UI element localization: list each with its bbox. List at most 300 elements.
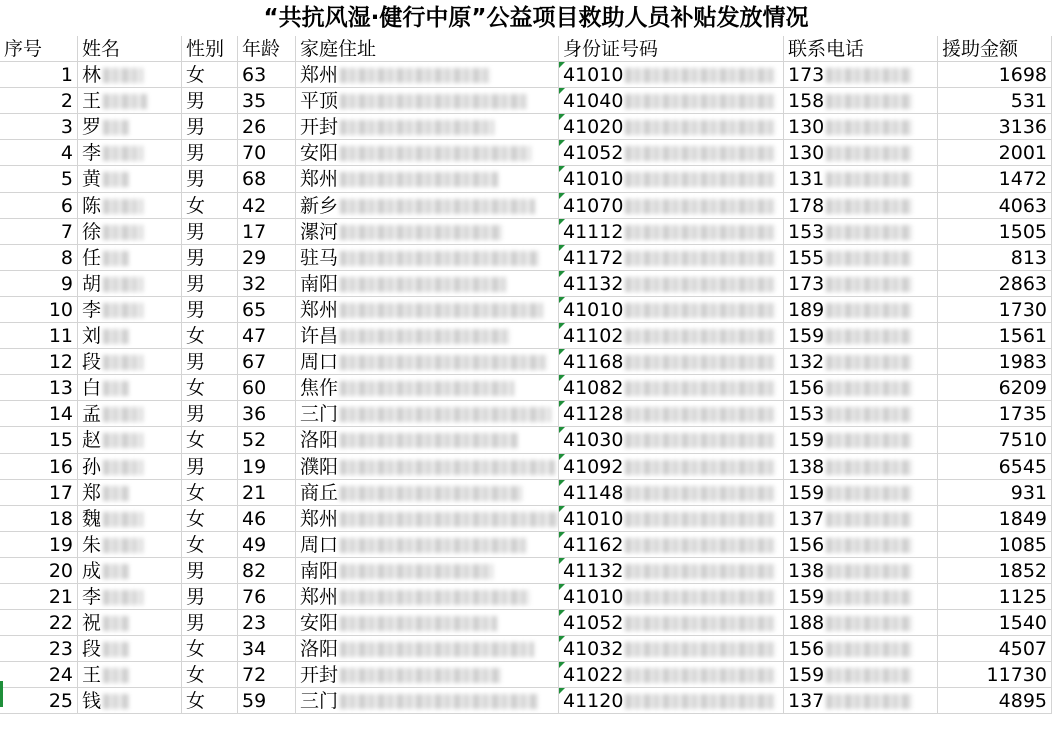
redacted-mask (340, 486, 522, 501)
cell-phone[interactable] (784, 323, 938, 349)
cell-address-text: 三门 (300, 690, 339, 713)
redacted-mask (103, 433, 143, 448)
cell-sex[interactable] (182, 114, 238, 140)
redacted-mask (625, 251, 775, 266)
redacted-mask (103, 512, 143, 527)
cell-age[interactable] (238, 584, 296, 610)
cell-phone[interactable] (784, 245, 938, 271)
cell-phone-text: 159 (788, 325, 825, 348)
cell-amount-text: 1730 (998, 298, 1047, 321)
redacted-mask (826, 433, 912, 448)
redacted-mask (340, 199, 535, 214)
cell-sex-text: 男 (186, 455, 206, 478)
redacted-mask (826, 68, 912, 83)
cell-serial[interactable] (0, 584, 78, 610)
cell-serial-text: 4 (60, 142, 73, 165)
cell-serial-text: 5 (60, 168, 73, 191)
cell-name-text: 徐 (82, 220, 102, 243)
cell-age[interactable] (238, 532, 296, 558)
cell-age[interactable] (238, 219, 296, 245)
cell-sex[interactable] (182, 140, 238, 166)
cell-name[interactable] (78, 427, 182, 453)
cell-id-number-text: 41020 (563, 116, 624, 139)
redacted-mask (826, 329, 912, 344)
redacted-mask (625, 433, 775, 448)
cell-address-text: 郑州 (300, 64, 339, 87)
cell-name[interactable] (78, 193, 182, 219)
redacted-mask (625, 120, 775, 135)
cell-age[interactable] (238, 558, 296, 584)
cell-name[interactable] (78, 62, 182, 88)
cell-id-number[interactable] (559, 140, 784, 166)
cell-name[interactable] (78, 219, 182, 245)
cell-id-number[interactable] (559, 610, 784, 636)
cell-name[interactable] (78, 114, 182, 140)
redacted-mask (625, 512, 775, 527)
cell-name[interactable] (78, 532, 182, 558)
cell-name-text: 黄 (82, 168, 102, 191)
cell-name[interactable] (78, 454, 182, 480)
cell-serial[interactable] (0, 297, 78, 323)
cell-sex[interactable] (182, 584, 238, 610)
cell-address[interactable] (296, 662, 559, 688)
redacted-mask (826, 381, 912, 396)
cell-address[interactable] (296, 401, 559, 427)
cell-id-number[interactable] (559, 506, 784, 532)
cell-amount[interactable] (938, 454, 1052, 480)
column-header[interactable] (784, 36, 938, 62)
cell-name[interactable] (78, 506, 182, 532)
cell-id-number[interactable] (559, 558, 784, 584)
cell-id-number-text: 41010 (563, 168, 624, 191)
cell-id-number[interactable] (559, 88, 784, 114)
cell-amount[interactable] (938, 166, 1052, 192)
redacted-mask (103, 225, 143, 240)
cell-phone[interactable] (784, 584, 938, 610)
cell-address[interactable] (296, 349, 559, 375)
cell-id-number[interactable] (559, 636, 784, 662)
redacted-mask (826, 538, 912, 553)
column-header-text: 姓名 (82, 38, 121, 60)
cell-sex[interactable] (182, 166, 238, 192)
cell-phone-text: 159 (788, 481, 825, 504)
cell-amount[interactable] (938, 401, 1052, 427)
cell-sex[interactable] (182, 297, 238, 323)
cell-age[interactable] (238, 166, 296, 192)
cell-amount[interactable] (938, 636, 1052, 662)
cell-age[interactable] (238, 401, 296, 427)
cell-age[interactable] (238, 193, 296, 219)
cell-id-number[interactable] (559, 114, 784, 140)
cell-serial-text: 8 (60, 246, 73, 269)
cell-id-number-text: 41030 (563, 429, 624, 452)
cell-age[interactable] (238, 323, 296, 349)
cell-address[interactable] (296, 271, 559, 297)
cell-id-number[interactable] (559, 401, 784, 427)
cell-sex[interactable] (182, 636, 238, 662)
cell-serial-text: 25 (48, 690, 73, 713)
cell-amount[interactable] (938, 688, 1052, 714)
cell-name[interactable] (78, 480, 182, 506)
cell-id-number-text: 41070 (563, 194, 624, 217)
redacted-mask (826, 251, 912, 266)
cell-serial[interactable] (0, 271, 78, 297)
redacted-mask (826, 94, 912, 109)
cell-sex[interactable] (182, 349, 238, 375)
cell-sex[interactable] (182, 532, 238, 558)
cell-amount[interactable] (938, 349, 1052, 375)
cell-age-text: 68 (242, 168, 267, 191)
redacted-mask (340, 538, 526, 553)
cell-id-number[interactable] (559, 271, 784, 297)
cell-address[interactable] (296, 245, 559, 271)
cell-sex[interactable] (182, 454, 238, 480)
cell-sex[interactable] (182, 193, 238, 219)
cell-name-text: 林 (82, 64, 102, 87)
cell-sex-text: 女 (186, 690, 206, 713)
cell-name-text: 魏 (82, 507, 102, 530)
cell-amount[interactable] (938, 584, 1052, 610)
cell-age[interactable] (238, 636, 296, 662)
cell-name-text: 白 (82, 377, 102, 400)
column-header[interactable] (0, 36, 78, 62)
column-header[interactable] (238, 36, 296, 62)
cell-address-text: 周口 (300, 533, 339, 556)
redacted-mask (103, 199, 143, 214)
cell-age[interactable] (238, 62, 296, 88)
cell-serial[interactable] (0, 610, 78, 636)
cell-serial-text: 17 (48, 481, 73, 504)
column-header-text: 年龄 (242, 38, 281, 60)
cell-address[interactable] (296, 506, 559, 532)
redacted-mask (340, 642, 534, 657)
cell-address[interactable] (296, 62, 559, 88)
cell-name-text: 郑 (82, 481, 102, 504)
cell-serial[interactable] (0, 349, 78, 375)
cell-amount[interactable] (938, 375, 1052, 401)
cell-phone[interactable] (784, 662, 938, 688)
cell-amount[interactable] (938, 271, 1052, 297)
cell-serial[interactable] (0, 662, 78, 688)
cell-id-number[interactable] (559, 166, 784, 192)
cell-name[interactable] (78, 88, 182, 114)
cell-serial[interactable] (0, 480, 78, 506)
cell-phone[interactable] (784, 506, 938, 532)
cell-name-text: 成 (82, 559, 102, 582)
cell-name[interactable] (78, 662, 182, 688)
cell-amount[interactable] (938, 480, 1052, 506)
column-header-text: 联系电话 (788, 38, 865, 60)
cell-sex[interactable] (182, 558, 238, 584)
cell-id-number-text: 41022 (563, 664, 624, 687)
cell-phone[interactable] (784, 140, 938, 166)
cell-name[interactable] (78, 323, 182, 349)
cell-phone[interactable] (784, 62, 938, 88)
cell-id-number[interactable] (559, 584, 784, 610)
cell-amount[interactable] (938, 427, 1052, 453)
cell-serial[interactable] (0, 375, 78, 401)
cell-name[interactable] (78, 297, 182, 323)
cell-id-number-text: 41082 (563, 377, 624, 400)
cell-sex[interactable] (182, 480, 238, 506)
cell-age[interactable] (238, 245, 296, 271)
cell-phone[interactable] (784, 401, 938, 427)
cell-id-number-text: 41112 (563, 220, 624, 243)
cell-sex[interactable] (182, 610, 238, 636)
cell-amount[interactable] (938, 558, 1052, 584)
cell-phone[interactable] (784, 349, 938, 375)
cell-age[interactable] (238, 114, 296, 140)
cell-name[interactable] (78, 401, 182, 427)
cell-age[interactable] (238, 271, 296, 297)
cell-address[interactable] (296, 323, 559, 349)
cell-sex[interactable] (182, 662, 238, 688)
cell-id-number[interactable] (559, 245, 784, 271)
redacted-mask (340, 329, 510, 344)
cell-address-text: 焦作 (300, 377, 339, 400)
cell-id-number[interactable] (559, 532, 784, 558)
cell-name[interactable] (78, 610, 182, 636)
cell-name[interactable] (78, 558, 182, 584)
cell-phone[interactable] (784, 610, 938, 636)
cell-name[interactable] (78, 688, 182, 714)
cell-sex-text: 男 (186, 142, 206, 165)
cell-age-text: 52 (242, 429, 267, 452)
cell-age[interactable] (238, 480, 296, 506)
column-header[interactable] (296, 36, 559, 62)
cell-serial[interactable] (0, 532, 78, 558)
cell-phone-text: 156 (788, 377, 825, 400)
cell-id-number[interactable] (559, 349, 784, 375)
cell-phone[interactable] (784, 532, 938, 558)
redacted-mask (826, 564, 912, 579)
column-header[interactable] (182, 36, 238, 62)
cell-address[interactable] (296, 375, 559, 401)
cell-address[interactable] (296, 636, 559, 662)
cell-sex-text: 男 (186, 585, 206, 608)
cell-sex[interactable] (182, 271, 238, 297)
column-header[interactable] (559, 36, 784, 62)
cell-age[interactable] (238, 506, 296, 532)
cell-address[interactable] (296, 140, 559, 166)
cell-amount[interactable] (938, 193, 1052, 219)
cell-amount[interactable] (938, 62, 1052, 88)
cell-age[interactable] (238, 427, 296, 453)
cell-amount[interactable] (938, 114, 1052, 140)
cell-phone[interactable] (784, 193, 938, 219)
redacted-mask (103, 94, 147, 109)
column-header-text: 援助金额 (942, 38, 1019, 60)
cell-sex-text: 男 (186, 298, 206, 321)
redacted-mask (625, 199, 775, 214)
cell-name[interactable] (78, 140, 182, 166)
cell-serial-text: 22 (48, 612, 73, 635)
cell-serial[interactable] (0, 427, 78, 453)
cell-age-text: 42 (242, 194, 267, 217)
cell-amount[interactable] (938, 610, 1052, 636)
cell-age[interactable] (238, 662, 296, 688)
cell-phone[interactable] (784, 427, 938, 453)
cell-phone[interactable] (784, 480, 938, 506)
cell-address[interactable] (296, 166, 559, 192)
cell-id-number[interactable] (559, 454, 784, 480)
cell-name[interactable] (78, 349, 182, 375)
cell-serial[interactable] (0, 219, 78, 245)
cell-id-number[interactable] (559, 323, 784, 349)
cell-id-number[interactable] (559, 375, 784, 401)
cell-phone[interactable] (784, 114, 938, 140)
cell-name[interactable] (78, 584, 182, 610)
cell-address[interactable] (296, 688, 559, 714)
cell-amount[interactable] (938, 219, 1052, 245)
redacted-mask (340, 251, 539, 266)
cell-phone[interactable] (784, 271, 938, 297)
cell-serial[interactable] (0, 88, 78, 114)
cell-phone[interactable] (784, 297, 938, 323)
cell-age[interactable] (238, 454, 296, 480)
cell-id-number-text: 41010 (563, 585, 624, 608)
cell-sex[interactable] (182, 219, 238, 245)
cell-sex[interactable] (182, 88, 238, 114)
cell-phone[interactable] (784, 88, 938, 114)
cell-sex[interactable] (182, 427, 238, 453)
cell-age-text: 46 (242, 507, 267, 530)
cell-sex[interactable] (182, 401, 238, 427)
cell-amount[interactable] (938, 140, 1052, 166)
redacted-mask (826, 512, 912, 527)
redacted-mask (340, 172, 498, 187)
cell-serial[interactable] (0, 506, 78, 532)
cell-address[interactable] (296, 610, 559, 636)
cell-amount[interactable] (938, 532, 1052, 558)
redacted-mask (826, 694, 912, 709)
cell-phone-text: 159 (788, 664, 825, 687)
cell-name-text: 朱 (82, 533, 102, 556)
column-header[interactable] (938, 36, 1052, 62)
cell-serial[interactable] (0, 688, 78, 714)
cell-phone-text: 132 (788, 351, 825, 374)
cell-phone[interactable] (784, 375, 938, 401)
cell-amount[interactable] (938, 297, 1052, 323)
cell-name[interactable] (78, 166, 182, 192)
redacted-mask (340, 616, 497, 631)
cell-name-text: 胡 (82, 272, 102, 295)
cell-age[interactable] (238, 297, 296, 323)
cell-address-text: 郑州 (300, 585, 339, 608)
cell-age[interactable] (238, 688, 296, 714)
cell-age[interactable] (238, 610, 296, 636)
cell-phone[interactable] (784, 454, 938, 480)
cell-serial[interactable] (0, 636, 78, 662)
cell-address[interactable] (296, 297, 559, 323)
cell-phone[interactable] (784, 558, 938, 584)
cell-address[interactable] (296, 480, 559, 506)
cell-sex[interactable] (182, 506, 238, 532)
cell-phone[interactable] (784, 688, 938, 714)
redacted-mask (625, 355, 775, 370)
cell-age[interactable] (238, 88, 296, 114)
redacted-mask (625, 668, 775, 683)
cell-amount[interactable] (938, 662, 1052, 688)
redacted-mask (103, 642, 129, 657)
cell-id-number[interactable] (559, 193, 784, 219)
cell-phone[interactable] (784, 636, 938, 662)
cell-sex[interactable] (182, 375, 238, 401)
cell-id-number[interactable] (559, 297, 784, 323)
cell-sex[interactable] (182, 62, 238, 88)
cell-sex[interactable] (182, 245, 238, 271)
cell-amount[interactable] (938, 88, 1052, 114)
cell-amount[interactable] (938, 506, 1052, 532)
cell-age-text: 60 (242, 377, 267, 400)
cell-amount-text: 531 (1010, 90, 1047, 113)
cell-phone[interactable] (784, 219, 938, 245)
cell-serial[interactable] (0, 140, 78, 166)
cell-phone[interactable] (784, 166, 938, 192)
redacted-mask (826, 668, 912, 683)
cell-name-text: 陈 (82, 194, 102, 217)
cell-age[interactable] (238, 349, 296, 375)
cell-sex[interactable] (182, 688, 238, 714)
cell-name[interactable] (78, 245, 182, 271)
cell-name[interactable] (78, 271, 182, 297)
cell-sex[interactable] (182, 323, 238, 349)
cell-address[interactable] (296, 88, 559, 114)
cell-serial[interactable] (0, 454, 78, 480)
cell-id-number[interactable] (559, 688, 784, 714)
cell-serial[interactable] (0, 114, 78, 140)
cell-serial[interactable] (0, 401, 78, 427)
cell-serial[interactable] (0, 193, 78, 219)
cell-serial[interactable] (0, 245, 78, 271)
cell-address[interactable] (296, 219, 559, 245)
cell-id-number[interactable] (559, 219, 784, 245)
cell-name[interactable] (78, 636, 182, 662)
cell-id-number[interactable] (559, 62, 784, 88)
cell-serial[interactable] (0, 62, 78, 88)
cell-amount[interactable] (938, 245, 1052, 271)
redacted-mask (625, 329, 775, 344)
column-header[interactable] (78, 36, 182, 62)
cell-id-number[interactable] (559, 662, 784, 688)
cell-amount-text: 1540 (998, 612, 1047, 635)
cell-serial[interactable] (0, 166, 78, 192)
cell-age[interactable] (238, 140, 296, 166)
cell-address[interactable] (296, 193, 559, 219)
cell-address[interactable] (296, 427, 559, 453)
cell-amount[interactable] (938, 323, 1052, 349)
cell-address[interactable] (296, 532, 559, 558)
cell-phone-text: 137 (788, 507, 825, 530)
cell-age-text: 36 (242, 403, 267, 426)
cell-address[interactable] (296, 454, 559, 480)
cell-age-text: 32 (242, 272, 267, 295)
cell-serial[interactable] (0, 558, 78, 584)
cell-address[interactable] (296, 584, 559, 610)
redacted-mask (103, 668, 129, 683)
cell-serial-text: 24 (48, 664, 73, 687)
cell-id-number[interactable] (559, 480, 784, 506)
redacted-mask (625, 94, 775, 109)
cell-name-text: 王 (82, 90, 102, 113)
cell-id-number[interactable] (559, 427, 784, 453)
cell-serial[interactable] (0, 323, 78, 349)
cell-address-text: 濮阳 (300, 455, 339, 478)
cell-address[interactable] (296, 558, 559, 584)
cell-address[interactable] (296, 114, 559, 140)
cell-age[interactable] (238, 375, 296, 401)
cell-name[interactable] (78, 375, 182, 401)
